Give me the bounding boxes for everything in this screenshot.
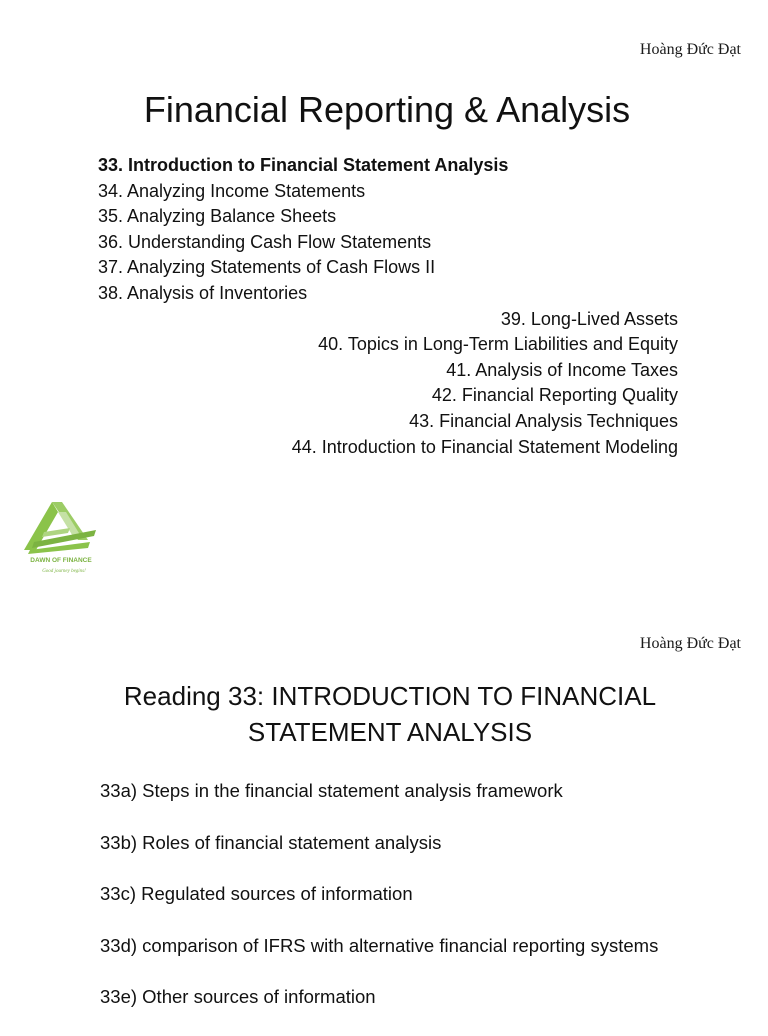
reading-list-item: 34. Analyzing Income Statements (98, 180, 366, 201)
reading-list-item: 36. Understanding Cash Flow Statements (98, 231, 432, 252)
learning-outcome-item: 33b) Roles of financial statement analysis (100, 831, 442, 853)
reading-list-item: 42. Financial Reporting Quality (431, 385, 678, 406)
reading-list-item: 35. Analyzing Balance Sheets (98, 206, 337, 227)
dawn-of-finance-logo-icon (4, 490, 119, 585)
author-name: Hoàng Đức Đạt (639, 41, 741, 58)
reading-list-item: 41. Analysis of Income Taxes (446, 359, 678, 380)
reading-list (98, 153, 678, 460)
reading-list-item: 40. Topics in Long-Term Liabilities and Equity (318, 334, 678, 355)
reading-list-item: 38. Analysis of Inventories (98, 282, 308, 303)
page-title: Financial Reporting & Analysis (143, 89, 631, 130)
reading-list-item: 39. Long-Lived Assets (500, 308, 678, 329)
reading-list-item: 43. Financial Analysis Techniques (409, 410, 678, 431)
reading-list-item: 37. Analyzing Statements of Cash Flows II (98, 257, 436, 278)
author-name: Hoàng Đức Đạt (639, 635, 741, 652)
learning-outcome-item: 33e) Other sources of information (100, 986, 376, 1007)
reading-title (0, 678, 768, 750)
reading-title-line: Reading 33: INTRODUCTION TO FINANCIAL (123, 681, 657, 711)
learning-outcome-item: 33d) comparison of IFRS with alternative financial reporting systems (100, 934, 659, 956)
reading-list-item: 33. Introduction to Financial Statement Analysis (98, 155, 509, 175)
svg-text:DAWN OF FINANCE: DAWN OF FINANCE (30, 557, 92, 564)
learning-outcomes (100, 778, 658, 1036)
learning-outcome-item: 33a) Steps in the financial statement analysis framework (100, 780, 563, 801)
reading-title-line: STATEMENT ANALYSIS (247, 717, 533, 747)
svg-text:Good journey begins!: Good journey begins! (42, 569, 86, 574)
logo (4, 490, 119, 585)
learning-outcome-item: 33c) Regulated sources of information (100, 883, 413, 904)
reading-list-item: 44. Introduction to Financial Statement Modeling (291, 436, 678, 457)
